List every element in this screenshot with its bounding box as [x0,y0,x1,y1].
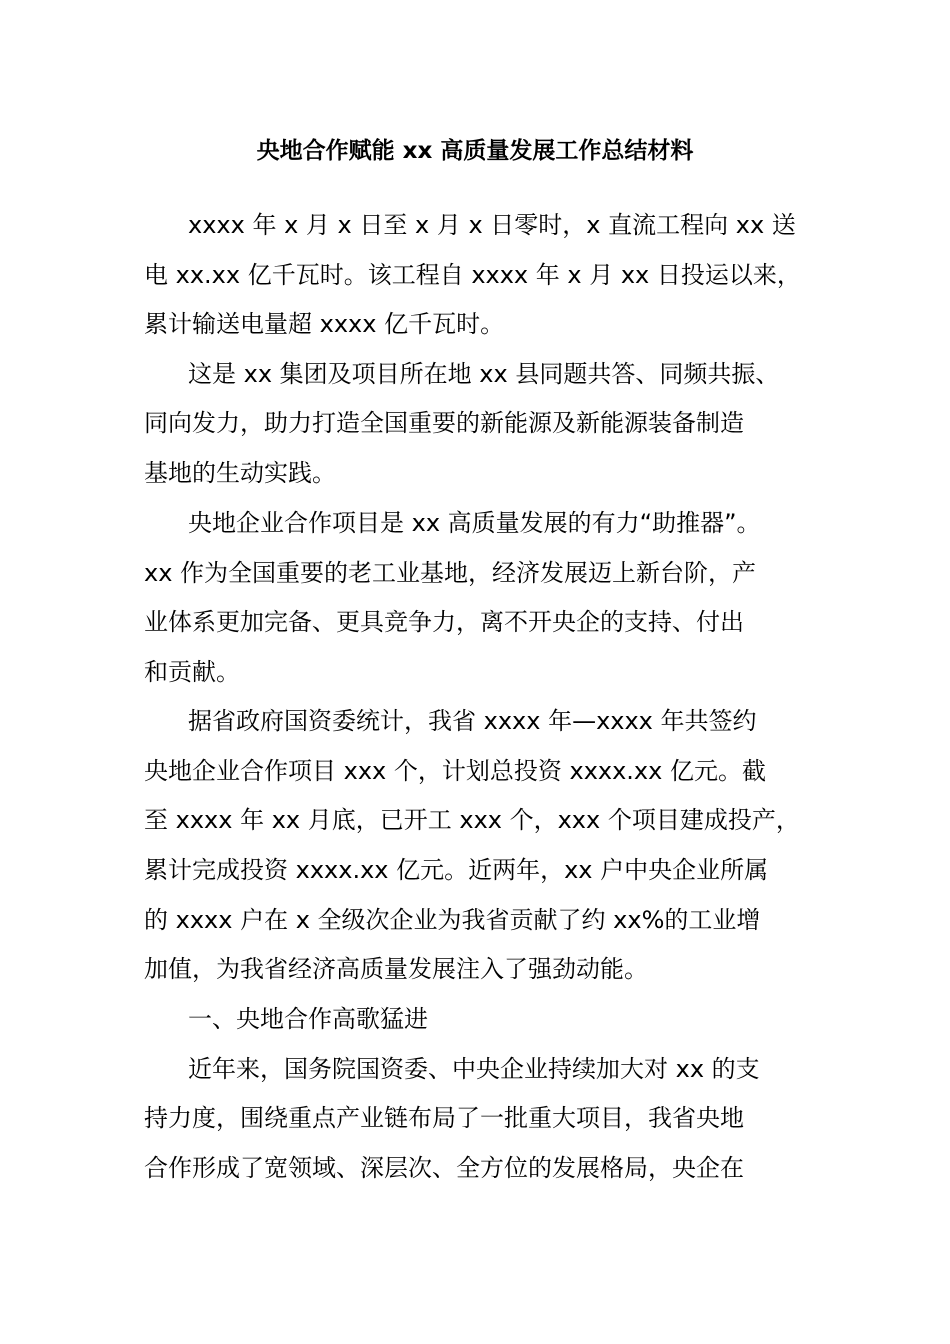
text-line: 业体系更加完备、更具竞争力，离不开央企的支持、付出 [144,608,744,636]
text-line: 累计输送电量超 xxxx 亿千瓦时。 [144,310,505,338]
text-line: 至 xxxx 年 xx 月底，已开工 xxx 个，xxx 个项目建成投产， [144,806,800,834]
text-line: 基地的生动实践。 [144,459,336,487]
text-line: 持力度，围绕重点产业链布局了一批重大项目，我省央地 [144,1104,744,1132]
text-line: 央地企业合作项目 xxx 个，计划总投资 xxxx.xx 亿元。截 [144,757,766,785]
text-line: 累计完成投资 xxxx.xx 亿元。近两年，xx 户中央企业所属 [144,856,769,884]
text-line: 加值，为我省经济高质量发展注入了强劲动能。 [144,955,648,983]
text-line: 的 xxxx 户在 x 全级次企业为我省贡献了约 xx%的工业增 [144,906,761,934]
document-title: 央地合作赋能 xx 高质量发展工作总结材料 [256,138,694,164]
text-line: 据省政府国资委统计，我省 xxxx 年—xxxx 年共签约 [188,707,757,735]
text-line: 和贡献。 [144,658,240,686]
text-line: 同向发力，助力打造全国重要的新能源及新能源装备制造 [144,409,744,437]
text-line: 央地企业合作项目是 xx 高质量发展的有力“助推器”。 [188,509,761,537]
text-line: 这是 xx 集团及项目所在地 xx 县同题共答、同频共振、 [188,360,780,388]
text-line: 电 xx.xx 亿千瓦时。该工程自 xxxx 年 x 月 xx 日投运以来， [144,261,801,289]
text-line: 合作形成了宽领域、深层次、全方位的发展格局，央企在 [144,1154,744,1182]
text-line: xxxx 年 x 月 x 日至 x 月 x 日零时，x 直流工程向 xx 送 [188,211,796,239]
text-line: 近年来，国务院国资委、中央企业持续加大对 xx 的支 [188,1055,760,1083]
text-line: xx 作为全国重要的老工业基地，经济发展迈上新台阶，产 [144,559,757,587]
section-heading: 一、央地合作高歌猛进 [188,1005,428,1033]
